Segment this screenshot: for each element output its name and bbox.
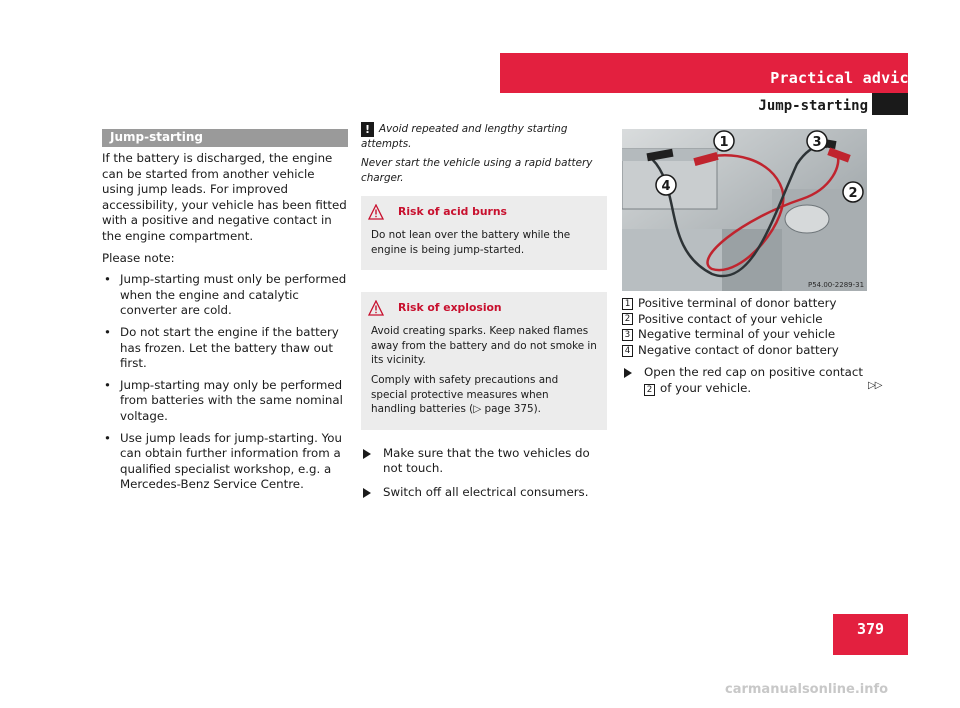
bullet-item [102,431,348,493]
warning-heading [371,300,597,316]
note-line: Avoid repeated and lengthy starting attempts. [361,123,568,150]
warning-box [361,196,607,270]
step-item [361,485,607,501]
bullet-dot-icon: • [104,324,111,339]
legend-item [622,327,892,343]
bullet-item [102,272,348,319]
step-item [361,446,607,477]
bullet-dot-icon: • [104,430,111,445]
bullet-item [102,378,348,425]
note-line: Never start the vehicle using a rapid battery charger. [361,157,593,184]
warning-text: Comply with safety precautions and special protective measures when handling batteries (▷ page 375). [371,373,559,416]
bullet-text: Use jump leads for jump-starting. You can obtain further information from a qualified specialist workshop, e.g. a Mercedes-Benz Service Centre. [120,430,342,492]
intro-paragraph: If the battery is discharged, the engine can be started from another vehicle using jump leads. For improved accessibility, your vehicle has been fitted with a positive and negative contact in the engine compartment. [102,151,347,243]
watermark: carmanualsonline.info [725,682,889,697]
svg-text:2: 2 [848,186,858,201]
svg-text:1: 1 [719,135,729,150]
bullet-dot-icon: • [104,377,111,392]
engine-bay-photo [622,129,867,291]
warning-triangle-icon [368,300,384,316]
svg-text:3: 3 [812,135,822,150]
section-title: Practical advice [770,69,918,87]
bullet-dot-icon: • [104,272,111,287]
subsection-title: Jump-starting [758,98,868,114]
step-arrow-icon [363,488,371,498]
legend-text: Negative terminal of your vehicle [638,327,836,342]
legend-text: Negative contact of donor battery [638,342,839,357]
bullet-text: Jump-starting must only be performed when the engine and catalytic converter are cold. [120,272,347,318]
photo-code: P54.00-2289-31 [808,281,865,289]
step-item [622,365,892,404]
svg-text:4: 4 [661,179,671,194]
step-text: of your vehicle. [660,380,752,395]
bullet-text: Do not start the engine if the battery has frozen. Let the battery thaw out first. [120,324,339,371]
legend-text: Positive terminal of donor battery [638,296,837,310]
legend-item [622,312,892,328]
note-block [361,122,607,186]
continued-icon: ▷▷ [868,380,882,391]
number-badge: 4 [622,345,633,357]
bullet-text: Jump-starting may only be performed from batteries with the same nominal voltage. [120,377,343,423]
warning-triangle-icon [368,204,384,220]
steps-list [361,446,607,501]
bullet-item [102,325,348,372]
warning-title: Risk of explosion [398,300,502,314]
please-note: Please note: [102,250,175,265]
step-arrow-icon [624,368,632,378]
step-text: Open the red cap on positive contact [644,365,864,379]
section-heading: Jump-starting [102,129,348,147]
warning-box [361,292,607,430]
number-badge: 3 [622,329,633,341]
step-text: Make sure that the two vehicles do not touch. [383,445,590,476]
warning-title: Risk of acid burns [398,204,507,218]
column-1 [102,129,348,499]
number-badge: 2 [644,384,655,396]
jump-start-illustration [622,129,867,291]
exclamation-icon: ! [361,122,374,137]
step-text: Switch off all electrical consumers. [383,484,589,499]
column-2 [361,122,607,509]
number-badge: 2 [622,313,633,325]
header-marker [872,93,908,115]
warning-heading [371,204,597,220]
legend-list [622,296,892,358]
step-content [622,365,892,396]
number-badge: 1 [622,298,633,310]
page-number: 379 [856,620,885,638]
warning-text: Do not lean over the battery while the engine is being jump-started. [371,229,571,256]
legend-item [622,343,892,359]
legend-text: Positive contact of your vehicle [638,311,823,326]
legend-item [622,296,892,312]
warning-text: Avoid creating sparks. Keep naked flames away from the battery and do not smoke in its vicinity. [371,325,597,367]
step-arrow-icon [363,449,371,459]
